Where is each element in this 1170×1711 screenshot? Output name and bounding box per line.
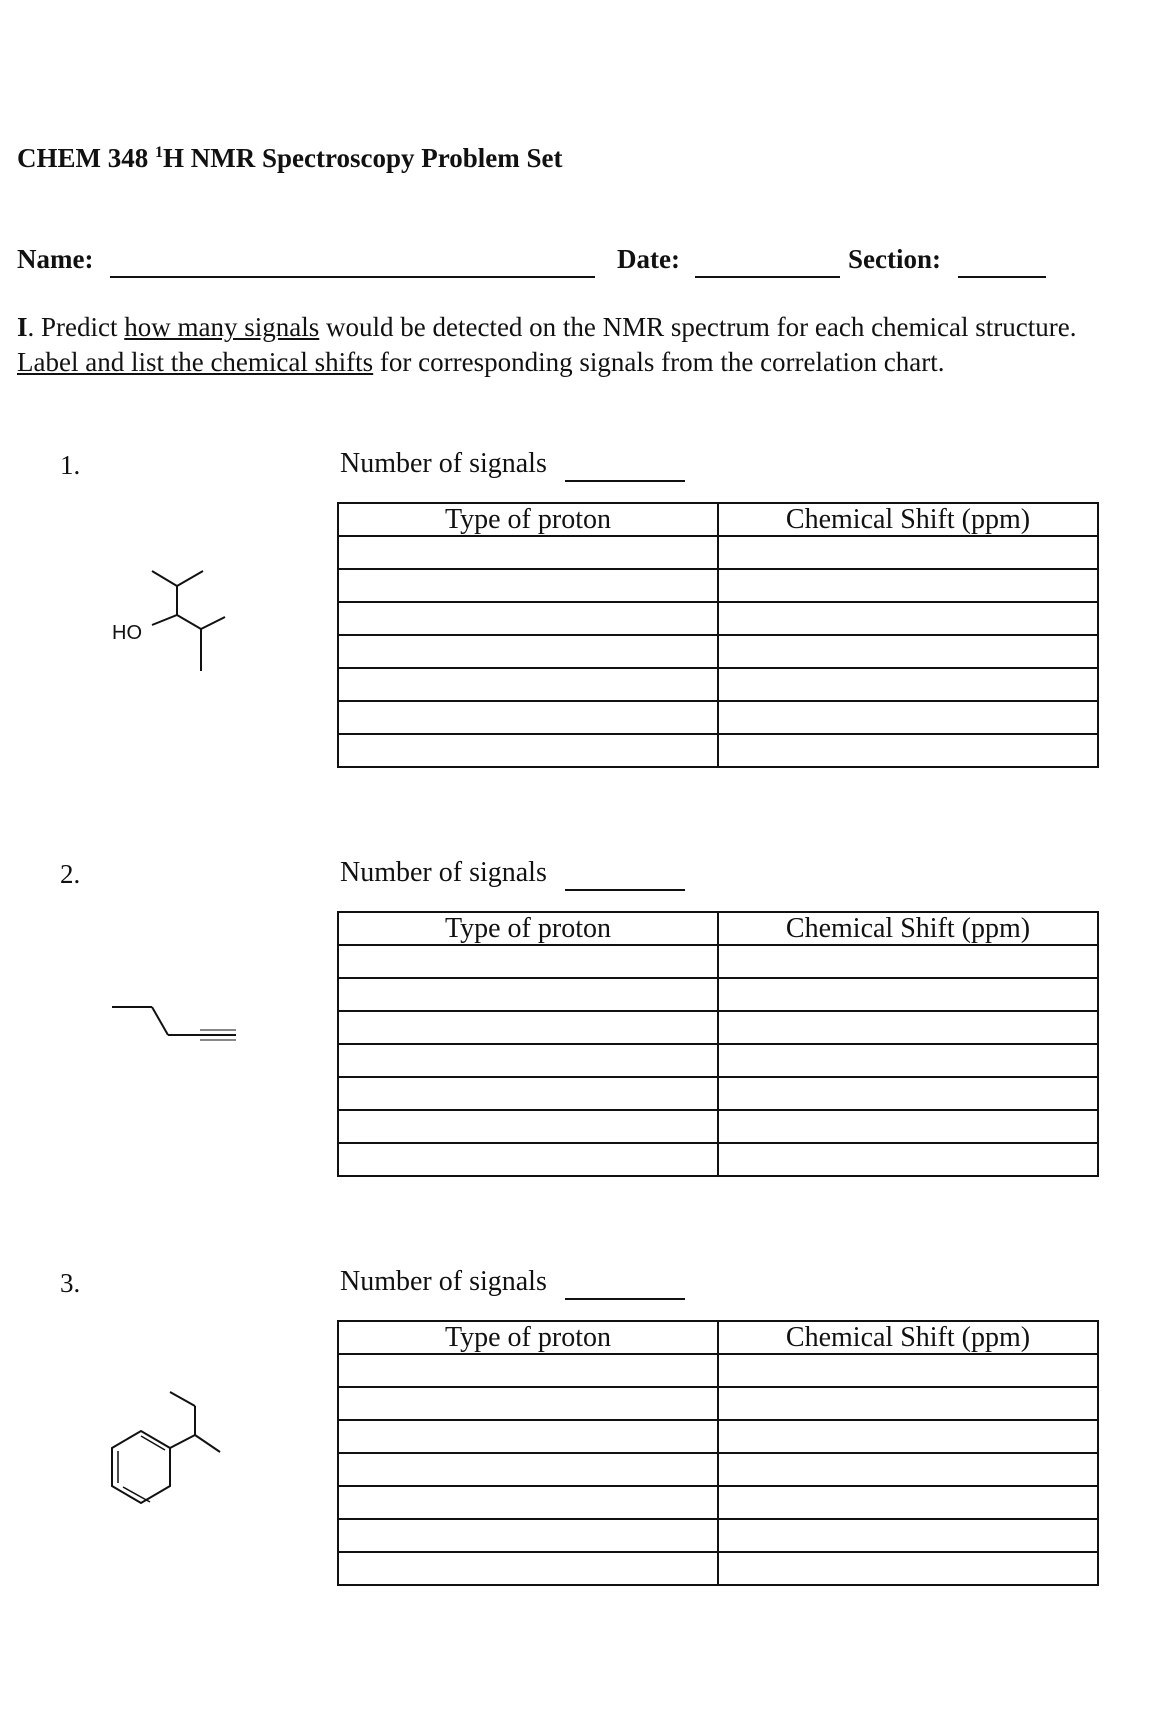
proton-cell[interactable]: [338, 1486, 718, 1519]
proton-cell[interactable]: [338, 602, 718, 635]
table-row: [338, 978, 1098, 1011]
proton-cell[interactable]: [338, 701, 718, 734]
table-row: [338, 1453, 1098, 1486]
shift-cell[interactable]: [718, 1387, 1098, 1420]
table-row: [338, 1420, 1098, 1453]
problem-1-signals-field[interactable]: [565, 480, 685, 482]
section-label: Section:: [848, 244, 941, 274]
col-chemical-shift: Chemical Shift (ppm): [718, 1321, 1098, 1354]
problem-2-signals-field[interactable]: [565, 889, 685, 891]
problem-1-table: [337, 502, 1099, 768]
shift-cell[interactable]: [718, 1110, 1098, 1143]
page-title: CHEM 348 $^1$H NMR Spectroscopy Problem Set: [17, 143, 563, 173]
proton-cell[interactable]: [338, 569, 718, 602]
problem-3-signals-field[interactable]: [565, 1298, 685, 1300]
problem-1-number: 1.: [60, 450, 81, 480]
table-row: [338, 602, 1098, 635]
table-row: [338, 1486, 1098, 1519]
shift-cell[interactable]: [718, 1486, 1098, 1519]
proton-cell[interactable]: [338, 1420, 718, 1453]
problem-3-table: [337, 1320, 1099, 1586]
shift-cell[interactable]: [718, 1077, 1098, 1110]
terminal-alkyne-structure-icon: [100, 995, 250, 1055]
hydroxyl-label: HO: [112, 622, 142, 644]
shift-cell[interactable]: [718, 734, 1098, 767]
section-field[interactable]: [958, 276, 1046, 278]
col-chemical-shift: Chemical Shift (ppm): [718, 503, 1098, 536]
proton-cell[interactable]: [338, 734, 718, 767]
sec-butylbenzene-structure-icon: [100, 1360, 250, 1510]
col-type-of-proton: Type of proton: [338, 503, 718, 536]
table-header-row: [338, 912, 1098, 945]
shift-cell[interactable]: [718, 1420, 1098, 1453]
col-chemical-shift: Chemical Shift (ppm): [718, 912, 1098, 945]
problem-1-signals-label: Number of signals: [340, 448, 547, 479]
shift-cell[interactable]: [718, 1044, 1098, 1077]
table-row: [338, 1552, 1098, 1585]
shift-cell[interactable]: [718, 635, 1098, 668]
shift-cell[interactable]: [718, 1453, 1098, 1486]
table-row: [338, 536, 1098, 569]
table-row: [338, 1519, 1098, 1552]
shift-cell[interactable]: [718, 945, 1098, 978]
table-header-row: [338, 503, 1098, 536]
table-row: [338, 569, 1098, 602]
name-label: Name:: [17, 244, 94, 274]
shift-cell[interactable]: [718, 668, 1098, 701]
table-row: [338, 1077, 1098, 1110]
table-row: [338, 1110, 1098, 1143]
proton-cell[interactable]: [338, 1143, 718, 1176]
proton-cell[interactable]: [338, 1044, 718, 1077]
proton-cell[interactable]: [338, 1354, 718, 1387]
proton-cell[interactable]: [338, 978, 718, 1011]
shift-cell[interactable]: [718, 602, 1098, 635]
table-row: [338, 1354, 1098, 1387]
table-row: [338, 701, 1098, 734]
col-type-of-proton: Type of proton: [338, 912, 718, 945]
problem-2-signals-label: Number of signals: [340, 857, 547, 888]
date-label: Date:: [617, 244, 680, 274]
name-field[interactable]: [110, 276, 595, 278]
table-row: [338, 1143, 1098, 1176]
shift-cell[interactable]: [718, 536, 1098, 569]
table-row: [338, 734, 1098, 767]
shift-cell[interactable]: [718, 701, 1098, 734]
proton-cell[interactable]: [338, 1387, 718, 1420]
instructions: I. Predict how many signals would be detected on the NMR spectrum for each chemical structure. Label and list the chemical shifts for corresponding signals from the correlation chart.: [17, 312, 1077, 377]
proton-cell[interactable]: [338, 1110, 718, 1143]
table-row: [338, 1011, 1098, 1044]
shift-cell[interactable]: [718, 1011, 1098, 1044]
table-header-row: [338, 1321, 1098, 1354]
proton-cell[interactable]: [338, 945, 718, 978]
problem-3-signals-label: Number of signals: [340, 1266, 547, 1297]
proton-cell[interactable]: [338, 1519, 718, 1552]
problem-2-table: [337, 911, 1099, 1177]
proton-cell[interactable]: [338, 1011, 718, 1044]
table-row: [338, 1387, 1098, 1420]
shift-cell[interactable]: [718, 1552, 1098, 1585]
problem-3-number: 3.: [60, 1268, 81, 1298]
date-field[interactable]: [695, 276, 840, 278]
table-row: [338, 635, 1098, 668]
proton-cell[interactable]: [338, 1453, 718, 1486]
shift-cell[interactable]: [718, 978, 1098, 1011]
table-row: [338, 668, 1098, 701]
proton-cell[interactable]: [338, 635, 718, 668]
shift-cell[interactable]: [718, 569, 1098, 602]
proton-cell[interactable]: [338, 1077, 718, 1110]
branched-alcohol-structure-icon: [100, 555, 250, 685]
col-type-of-proton: Type of proton: [338, 1321, 718, 1354]
problem-2-number: 2.: [60, 859, 81, 889]
proton-cell[interactable]: [338, 668, 718, 701]
table-row: [338, 1044, 1098, 1077]
shift-cell[interactable]: [718, 1354, 1098, 1387]
proton-cell[interactable]: [338, 1552, 718, 1585]
proton-cell[interactable]: [338, 536, 718, 569]
shift-cell[interactable]: [718, 1143, 1098, 1176]
table-row: [338, 945, 1098, 978]
shift-cell[interactable]: [718, 1519, 1098, 1552]
